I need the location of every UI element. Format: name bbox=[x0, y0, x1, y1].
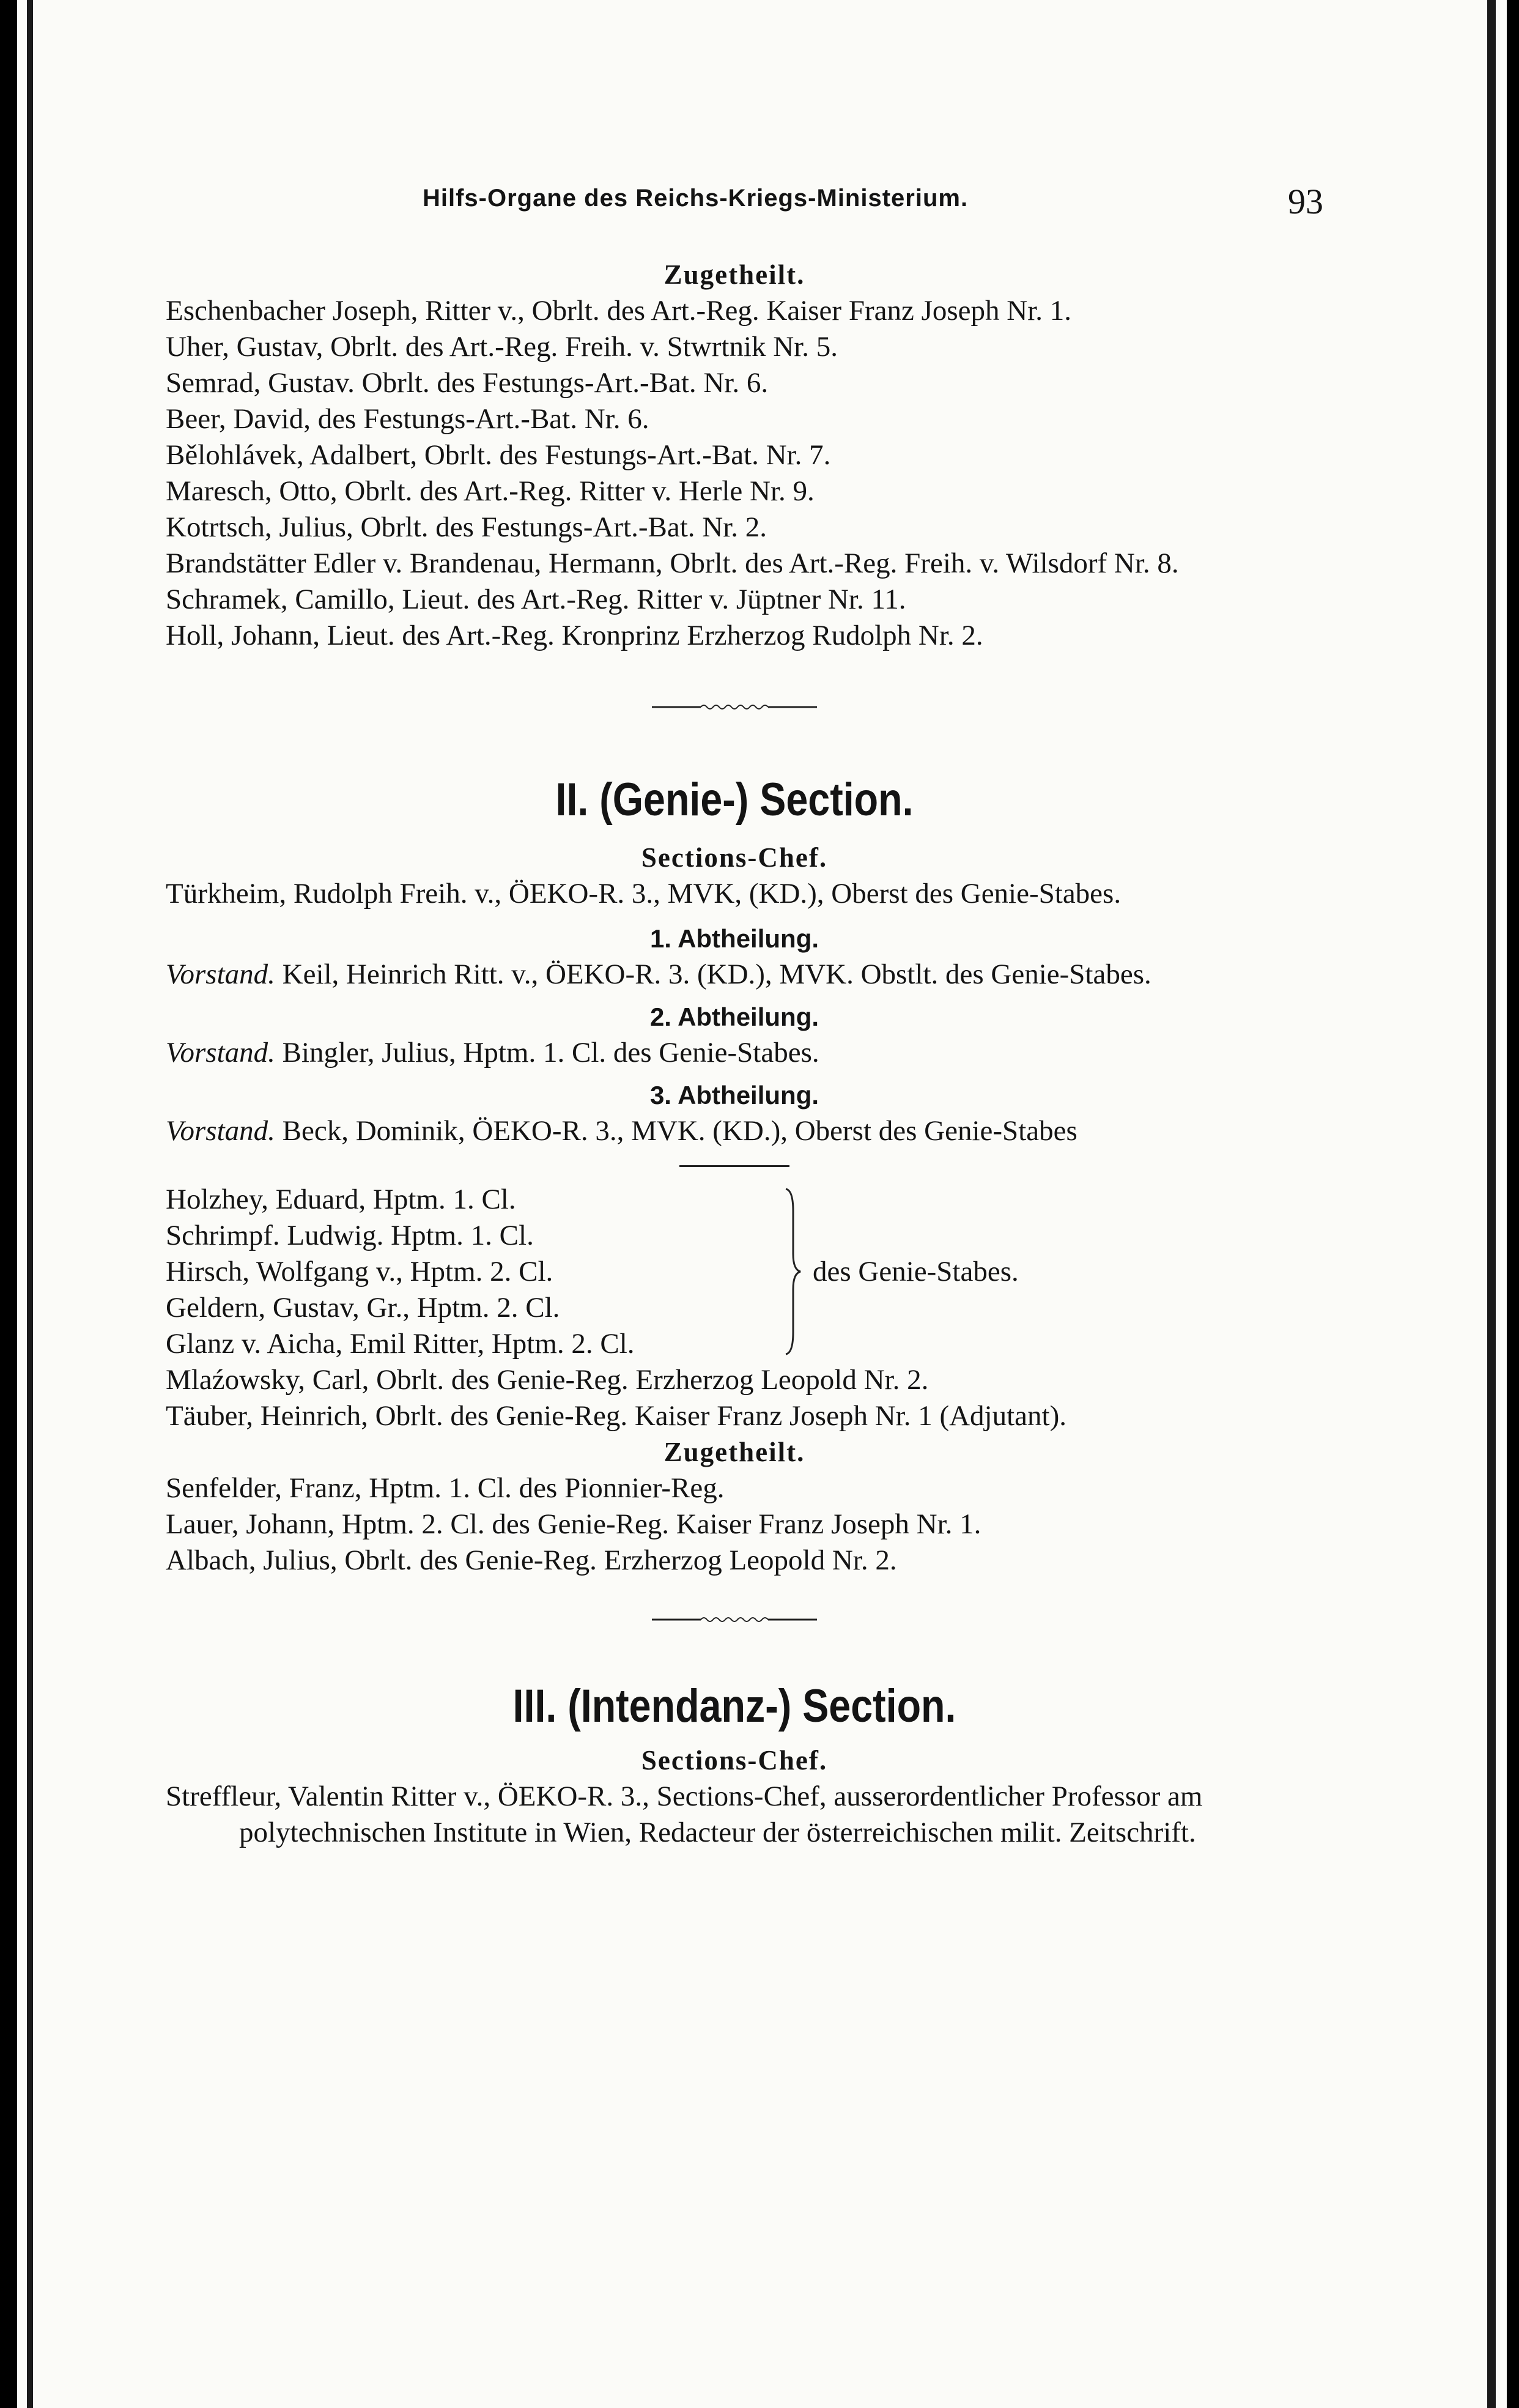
book-page bbox=[17, 0, 1507, 2408]
short-rule-divider bbox=[679, 1165, 789, 1167]
list-item: Beer, David, des Festungs-Art.-Bat. Nr. 6. bbox=[166, 403, 649, 435]
list-item: Maresch, Otto, Obrlt. des Art.-Reg. Ritter v. Herle Nr. 9. bbox=[166, 475, 815, 507]
vorstand-label: Vorstand. bbox=[166, 958, 275, 990]
brace-group bbox=[166, 1182, 1303, 1362]
list-item: Holzhey, Eduard, Hptm. 1. Cl. bbox=[166, 1184, 516, 1215]
list-item: Schrimpf. Ludwig. Hptm. 1. Cl. bbox=[166, 1220, 534, 1251]
abtheilung-2-heading: 2. Abtheilung. bbox=[649, 1002, 819, 1031]
sections-chef-heading: Sections-Chef. bbox=[641, 1745, 828, 1776]
list-item: Albach, Julius, Obrlt. des Genie-Reg. Erzherzog Leopold Nr. 2. bbox=[166, 1544, 897, 1576]
list-item: Eschenbacher Joseph, Ritter v., Obrlt. des Art.-Reg. Kaiser Franz Joseph Nr. 1. bbox=[166, 295, 1072, 327]
ornament-divider bbox=[652, 703, 817, 711]
list-item: Glanz v. Aicha, Emil Ritter, Hptm. 2. Cl. bbox=[166, 1328, 635, 1360]
list-item: Brandstätter Edler v. Brandenau, Hermann, Obrlt. des Art.-Reg. Freih. v. Wilsdorf Nr. 8. bbox=[166, 547, 1179, 579]
curly-brace-icon bbox=[783, 1187, 802, 1357]
page-edge-left bbox=[27, 0, 33, 2408]
ornament-divider bbox=[652, 1615, 817, 1624]
list-item: Mlaźowsky, Carl, Obrlt. des Genie-Reg. Erzherzog Leopold Nr. 2. bbox=[166, 1364, 929, 1396]
sections-chef-heading: Sections-Chef. bbox=[641, 842, 828, 873]
list-item: Semrad, Gustav. Obrlt. des Festungs-Art.-Bat. Nr. 6. bbox=[166, 367, 769, 399]
abtheilung-3-entry bbox=[166, 1113, 1303, 1149]
vorstand-text: Bingler, Julius, Hptm. 1. Cl. des Genie-Stabes. bbox=[282, 1037, 819, 1069]
list-item: Holl, Johann, Lieut. des Art.-Reg. Kronprinz Erzherzog Rudolph Nr. 2. bbox=[166, 620, 983, 651]
abtheilung-2-entry bbox=[166, 1035, 1303, 1071]
list-item: Täuber, Heinrich, Obrlt. des Genie-Reg. Kaiser Franz Joseph Nr. 1 (Adjutant). bbox=[166, 1400, 1066, 1432]
abtheilung-1-heading: 1. Abtheilung. bbox=[649, 924, 819, 953]
vorstand-text: Keil, Heinrich Ritt. v., ÖEKO-R. 3. (KD.), MVK. Obstlt. des Genie-Stabes. bbox=[282, 958, 1151, 990]
brace-names bbox=[166, 1182, 783, 1362]
list-item: Senfelder, Franz, Hptm. 1. Cl. des Pionnier-Reg. bbox=[166, 1472, 725, 1504]
vorstand-label: Vorstand. bbox=[166, 1037, 275, 1069]
list-item: Lauer, Johann, Hptm. 2. Cl. des Genie-Reg. Kaiser Franz Joseph Nr. 1. bbox=[166, 1508, 981, 1540]
list-item: Hirsch, Wolfgang v., Hptm. 2. Cl. bbox=[166, 1256, 553, 1287]
vorstand-label: Vorstand. bbox=[166, 1115, 275, 1147]
brace-label: des Genie-Stabes. bbox=[813, 1256, 1019, 1287]
zugetheilt-heading: Zugetheilt. bbox=[663, 259, 805, 290]
sections-chef-entry: Streffleur, Valentin Ritter v., ÖEKO-R. 3., Sections-Chef, ausserordentlicher Professor am polytechnischen Institute in Wien, Redacteur der österreichischen milit. Zeitschrift. bbox=[166, 1780, 1203, 1848]
vorstand-text: Beck, Dominik, ÖEKO-R. 3., MVK. (KD.), Oberst des Genie-Stabes bbox=[282, 1115, 1077, 1147]
page-header bbox=[173, 181, 1323, 221]
sections-chef-entry: Türkheim, Rudolph Freih. v., ÖEKO-R. 3., MVK, (KD.), Oberst des Genie-Stabes. bbox=[166, 878, 1122, 909]
list-item: Bělohlávek, Adalbert, Obrlt. des Festungs-Art.-Bat. Nr. 7. bbox=[166, 439, 831, 471]
page-edge-right bbox=[1487, 0, 1496, 2408]
zugetheilt-list bbox=[166, 293, 1303, 654]
zugetheilt-heading: Zugetheilt. bbox=[663, 1437, 805, 1467]
abtheilung-3-heading: 3. Abtheilung. bbox=[649, 1081, 819, 1110]
list-item: Geldern, Gustav, Gr., Hptm. 2. Cl. bbox=[166, 1292, 560, 1324]
list-item: Uher, Gustav, Obrlt. des Art.-Reg. Freih. v. Stwrtnik Nr. 5. bbox=[166, 331, 838, 363]
page-content bbox=[166, 257, 1303, 1851]
section-title-genie: II. (Genie-) Section. bbox=[555, 774, 914, 826]
list-item: Schramek, Camillo, Lieut. des Art.-Reg. Ritter v. Jüptner Nr. 11. bbox=[166, 583, 906, 615]
section-title-intendanz: III. (Intendanz-) Section. bbox=[512, 1680, 956, 1732]
running-head: Hilfs-Organe des Reichs-Kriegs-Ministerium. bbox=[423, 185, 969, 212]
page-number: 93 bbox=[1288, 182, 1323, 221]
abtheilung-1-entry bbox=[166, 957, 1303, 993]
list-item: Kotrtsch, Julius, Obrlt. des Festungs-Art.-Bat. Nr. 2. bbox=[166, 511, 767, 543]
